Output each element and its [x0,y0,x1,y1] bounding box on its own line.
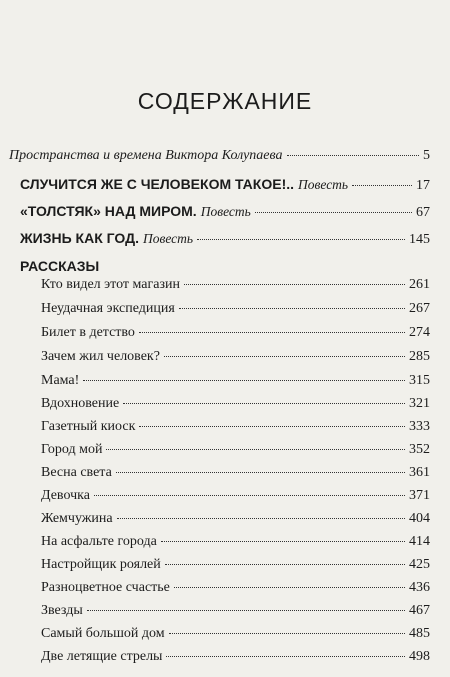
toc-entry-novella [20,230,430,250]
entry-genre: Повесть [200,204,251,219]
page-number: 485 [409,626,430,641]
entry-title: «ТОЛСТЯК» НАД МИРОМ. [20,203,197,219]
page-number: 315 [409,373,430,388]
story-title: Весна света [41,465,112,480]
toc-entry-novella [20,176,430,196]
story-entry [41,534,430,554]
page-number: 321 [409,396,430,411]
dot-leader [166,656,405,657]
story-entry [41,277,430,297]
dot-leader [116,472,405,473]
dot-leader [197,239,405,240]
page-title: СОДЕРЖАНИЕ [137,88,313,114]
story-title: Девочка [41,488,90,503]
entry-genre: Повесть [142,231,194,246]
story-title: Самый большой дом [41,626,165,641]
dot-leader [123,403,405,404]
page-number: 267 [409,301,430,316]
story-entry [41,396,430,416]
story-title: Билет в детство [41,325,135,340]
page-number: 361 [409,465,430,480]
toc-entry-intro [9,148,430,168]
story-entry [41,580,430,600]
entry-title: Пространства и времена Виктора Колупаева [9,148,283,163]
dot-leader [169,633,405,634]
page-number: 352 [409,442,430,457]
story-title: Звезды [41,603,83,618]
story-entry [41,465,430,485]
dot-leader [184,284,405,285]
story-entry [41,419,430,439]
dot-leader [106,449,405,450]
dot-leader [287,155,420,156]
dot-leader [83,380,405,381]
page-number: 404 [409,511,430,526]
page-number: 274 [409,325,430,340]
page-number: 436 [409,580,430,595]
page-number: 285 [409,349,430,364]
page-number: 414 [409,534,430,549]
story-entry [41,301,430,321]
dot-leader [352,185,412,186]
page-number: 467 [409,603,430,618]
story-entry [41,511,430,531]
story-title: Зачем жил человек? [41,349,160,364]
entry-title: ЖИЗНЬ КАК ГОД. [20,230,139,246]
page-number: 5 [423,148,430,163]
story-title: Разноцветное счастье [41,580,170,595]
entry-genre: Повесть [298,177,349,192]
story-entry [41,626,430,646]
story-title: Кто видел этот магазин [41,277,180,292]
dot-leader [87,610,405,611]
section-heading-stories: РАССКАЗЫ [20,258,100,274]
story-title: На асфальте города [41,534,157,549]
page-number: 261 [409,277,430,292]
story-title: Настройщик роялей [41,557,161,572]
story-title: Город мой [41,442,103,457]
story-entry [41,557,430,577]
page-number: 371 [409,488,430,503]
dot-leader [94,495,405,496]
story-entry [41,325,430,345]
page-number: 425 [409,557,430,572]
dot-leader [117,518,405,519]
story-title: Вдохновение [41,396,120,411]
story-title: Жемчужина [41,511,113,526]
story-entry [41,603,430,623]
toc-entry-novella [20,203,430,223]
dot-leader [174,587,405,588]
dot-leader [139,426,405,427]
story-title: Две летящие стрелы [41,649,163,664]
dot-leader [161,541,405,542]
page-number: 333 [409,419,430,434]
story-title: Мама! [41,373,80,388]
story-entry [41,373,430,393]
story-entry [41,649,430,669]
dot-leader [255,212,412,213]
page-number: 17 [416,178,430,193]
dot-leader [165,564,405,565]
dot-leader [164,356,405,357]
page-number: 145 [409,232,430,247]
story-entry [41,488,430,508]
dot-leader [139,332,405,333]
story-title: Неудачная экспедиция [41,301,175,316]
page-number: 498 [409,649,430,664]
entry-title: СЛУЧИТСЯ ЖЕ С ЧЕЛОВЕКОМ ТАКОЕ!.. [20,176,295,192]
story-title: Газетный киоск [41,419,136,434]
story-entry [41,442,430,462]
story-entry [41,349,430,369]
page-number: 67 [416,205,430,220]
dot-leader [179,308,405,309]
